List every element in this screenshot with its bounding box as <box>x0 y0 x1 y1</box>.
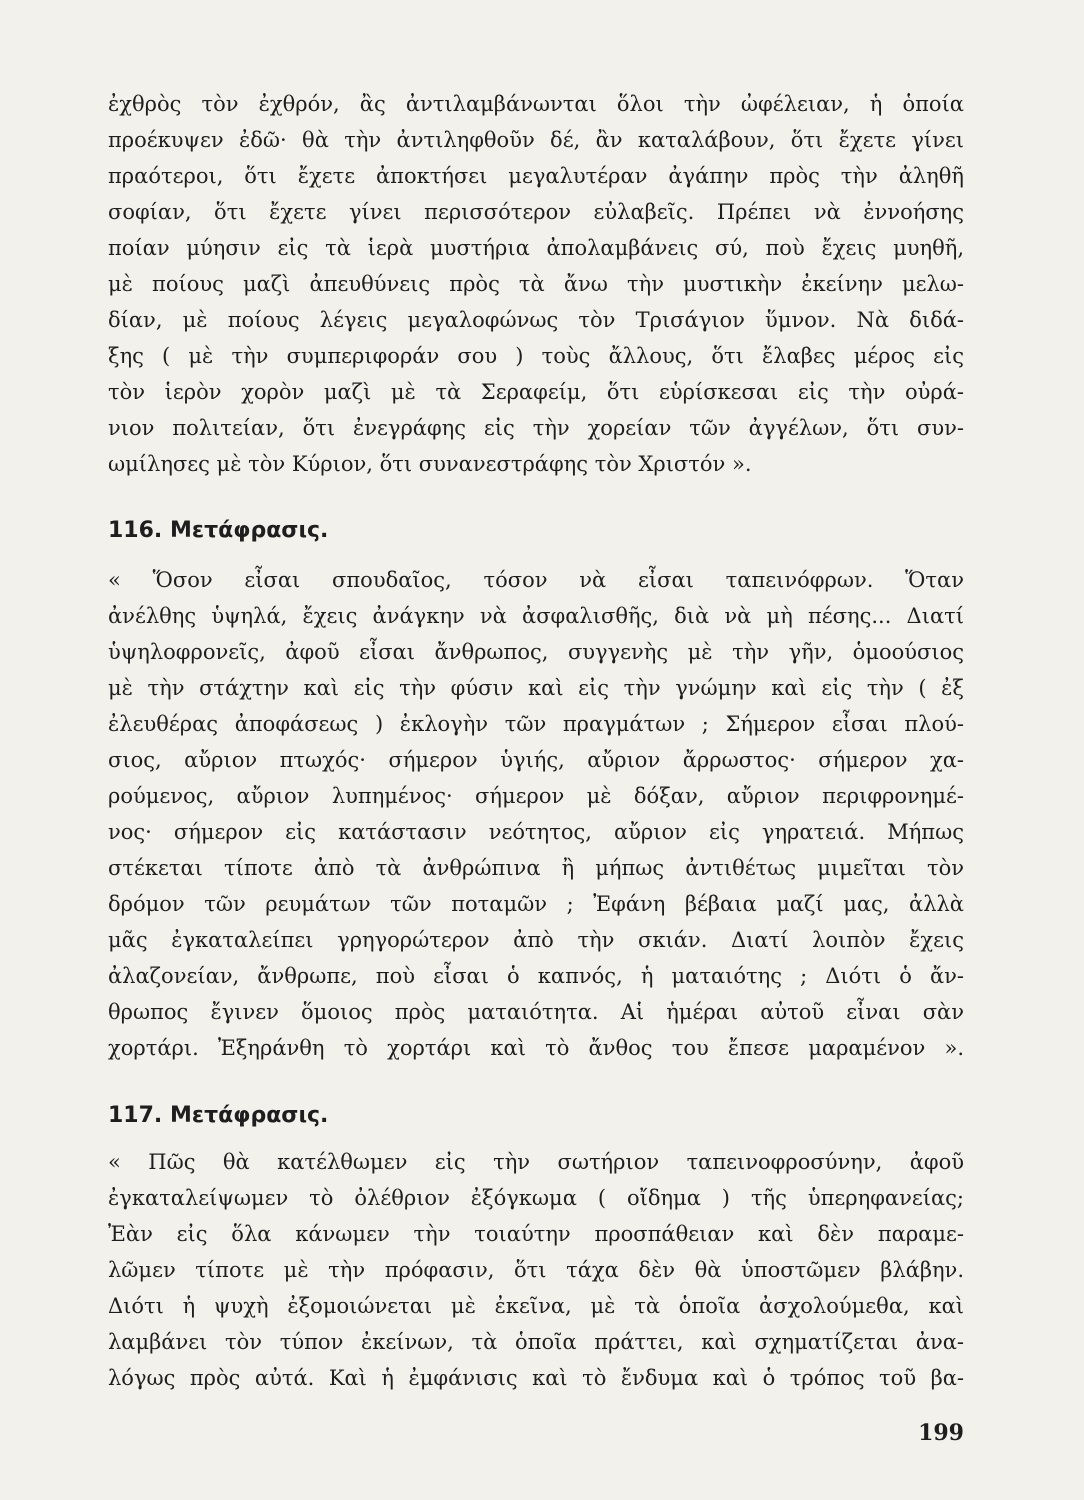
text-line: ἐγκαταλείψωμεν τὸ ὀλέθριον ἐξόγκωμα ( οἴδημα ) τῆς ὑπερηφανείας; <box>108 1186 964 1210</box>
text-line: « Πῶς θὰ κατέλθωμεν εἰς τὴν σωτήριον ταπεινοφροσύνην, ἀφοῦ <box>108 1150 964 1174</box>
text-line: νος· σήμερον εἰς κατάστασιν νεότητος, αὔριον εἰς γηρατειά. Μήπως <box>108 820 964 844</box>
text-line: μᾶς ἐγκαταλείπει γρηγορώτερον ἀπὸ τὴν σκιάν. Διατί λοιπὸν ἔχεις <box>108 928 964 952</box>
text-line: πραότεροι, ὅτι ἔχετε ἀποκτήσει μεγαλυτέραν ἀγάπην πρὸς τὴν ἀληθῆ <box>108 164 964 188</box>
text-line: λόγως πρὸς αὐτά. Καὶ ἡ ἐμφάνισις καὶ τὸ ἔνδυμα καὶ ὁ τρόπος τοῦ βα- <box>108 1366 964 1390</box>
text-line: δίαν, μὲ ποίους λέγεις μεγαλοφώνως τὸν Τρισάγιον ὕμνον. Νὰ διδά- <box>108 308 964 332</box>
text-line: χορτάρι. Ἐξηράνθη τὸ χορτάρι καὶ τὸ ἄνθος του ἔπεσε μαραμένον ». <box>108 1036 964 1060</box>
text-line: ἐχθρὸς τὸν ἐχθρόν, ἂς ἀντιλαμβάνωνται ὅλοι τὴν ὠφέλειαν, ἡ ὁποία <box>108 92 964 116</box>
text-line: λῶμεν τίποτε μὲ τὴν πρόφασιν, ὅτι τάχα δὲν θὰ ὑποστῶμεν βλάβην. <box>108 1258 964 1282</box>
text-line: στέκεται τίποτε ἀπὸ τὰ ἀνθρώπινα ἢ μήπως ἀντιθέτως μιμεῖται τὸν <box>108 856 964 880</box>
text-line: δρόμον τῶν ρευμάτων τῶν ποταμῶν ; Ἐφάνη βέβαια μαζί μας, ἀλλὰ <box>108 892 964 916</box>
text-line: προέκυψεν ἐδῶ· θὰ τὴν ἀντιληφθοῦν δέ, ἂν καταλάβουν, ὅτι ἔχετε γίνει <box>108 128 964 152</box>
text-line: μὲ ποίους μαζὶ ἀπευθύνεις πρὸς τὰ ἄνω τὴν μυστικὴν ἐκείνην μελω- <box>108 272 964 296</box>
text-line: λαμβάνει τὸν τύπον ἐκείνων, τὰ ὁποῖα πράττει, καὶ σχηματίζεται ἀνα- <box>108 1330 964 1354</box>
text-line: ἀλαζονείαν, ἄνθρωπε, ποὺ εἶσαι ὁ καπνός, ἡ ματαιότης ; Διότι ὁ ἄν- <box>108 964 964 988</box>
text-line: ρούμενος, αὔριον λυπημένος· σήμερον μὲ δόξαν, αὔριον περιφρονημέ- <box>108 784 964 808</box>
text-line: ωμίλησες μὲ τὸν Κύριον, ὅτι συνανεστράφης τὸν Χριστόν ». <box>108 452 752 476</box>
text-line: Διότι ἡ ψυχὴ ἐξομοιώνεται μὲ ἐκεῖνα, μὲ τὰ ὁποῖα ἀσχολούμεθα, καὶ <box>108 1294 964 1318</box>
text-line: μὲ τὴν στάχτην καὶ εἰς τὴν φύσιν καὶ εἰς τὴν γνώμην καὶ εἰς τὴν ( ἐξ <box>108 676 964 700</box>
page-number: 199 <box>918 1420 964 1446</box>
text-line: ποίαν μύησιν εἰς τὰ ἱερὰ μυστήρια ἀπολαμβάνεις σύ, ποὺ ἔχεις μυηθῆ, <box>108 236 964 260</box>
text-line: σιος, αὔριον πτωχός· σήμερον ὑγιής, αὔριον ἄρρωστος· σήμερον χα- <box>108 748 964 772</box>
section-heading-116: 116. Μετάφρασις. <box>108 518 329 543</box>
section-heading-117: 117. Μετάφρασις. <box>108 1103 329 1128</box>
text-line: θρωπος ἔγινεν ὅμοιος πρὸς ματαιότητα. Αἱ ἡμέραι αὐτοῦ εἶναι σὰν <box>108 1000 964 1024</box>
text-line: « Ὅσον εἶσαι σπουδαῖος, τόσον νὰ εἶσαι ταπεινόφρων. Ὅταν <box>108 568 964 592</box>
text-line: ὑψηλοφρονεῖς, ἀφοῦ εἶσαι ἄνθρωπος, συγγενὴς μὲ τὴν γῆν, ὁμοούσιος <box>108 640 964 664</box>
text-line: τὸν ἱερὸν χορὸν μαζὶ μὲ τὰ Σεραφείμ, ὅτι εὑρίσκεσαι εἰς τὴν οὐρά- <box>108 380 964 404</box>
text-line: νιον πολιτείαν, ὅτι ἐνεγράφης εἰς τὴν χορείαν τῶν ἀγγέλων, ὅτι συν- <box>108 416 964 440</box>
text-line: ξης ( μὲ τὴν συμπεριφοράν σου ) τοὺς ἄλλους, ὅτι ἔλαβες μέρος εἰς <box>108 344 964 368</box>
text-line: σοφίαν, ὅτι ἔχετε γίνει περισσότερον εὐλαβεῖς. Πρέπει νὰ ἐννοήσης <box>108 200 964 224</box>
text-line: Ἐὰν εἰς ὅλα κάνωμεν τὴν τοιαύτην προσπάθειαν καὶ δὲν παραμε- <box>108 1222 964 1246</box>
text-line: ἀνέλθης ὑψηλά, ἔχεις ἀνάγκην νὰ ἀσφαλισθῆς, διὰ νὰ μὴ πέσης... Διατί <box>108 604 964 628</box>
text-line: ἐλευθέρας ἀποφάσεως ) ἐκλογὴν τῶν πραγμάτων ; Σήμερον εἶσαι πλού- <box>108 712 964 736</box>
